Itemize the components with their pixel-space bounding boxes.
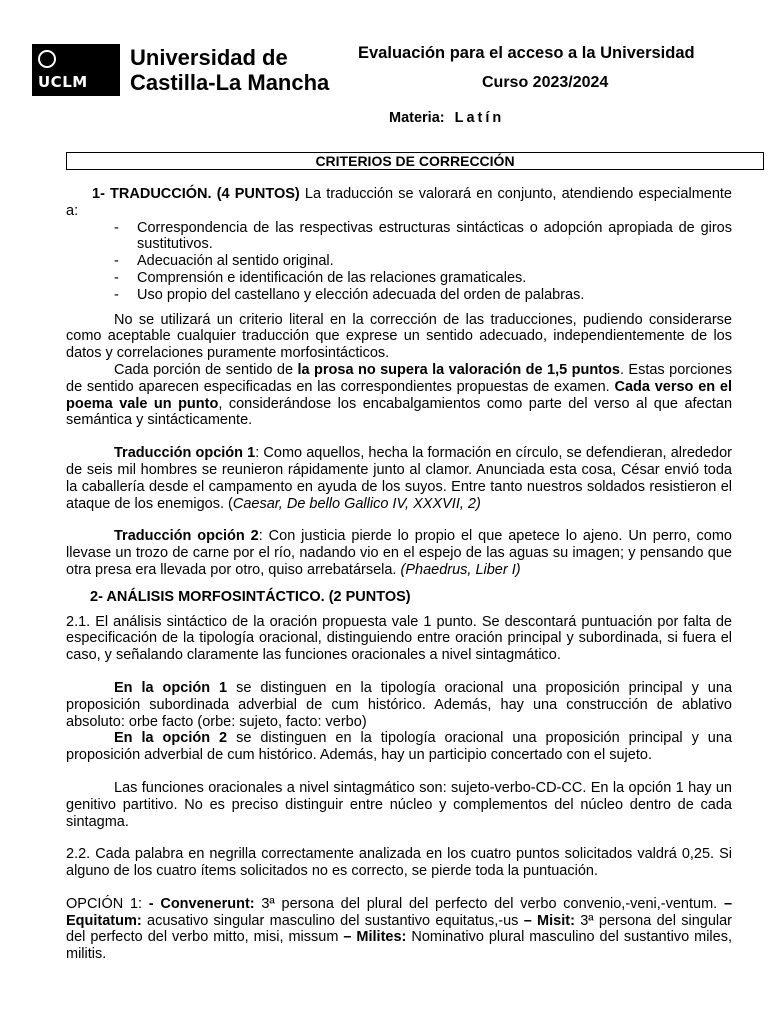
university-line-1: Universidad de [130, 45, 288, 70]
section1-heading: 1- TRADUCCIÓN. (4 PUNTOS) [92, 186, 300, 202]
logo-text: UCLM [38, 73, 88, 91]
university-line-2: Castilla-La Mancha [130, 70, 330, 95]
university-name [130, 45, 329, 95]
list-item: - Uso propio del castellano y elección adecuada del orden de palabras. [114, 287, 732, 304]
exam-title: Evaluación para el acceso a la Universidad [358, 44, 695, 62]
paragraph-2-1: 2.1. El análisis sintáctico de la oración propuesta vale 1 punto. Se descontará puntuación por falta de especificación de la tipología oracional, distinguiendo entre oración principal y subordinada, si fuera el caso, y señalando claramente las funciones oracionales a nivel sintagmático. [66, 613, 732, 664]
paragraph-scoring: Cada porción de sentido de la prosa no supera la valoración de 1,5 puntos. Estas porciones de sentido aparecen especificadas en las correspondientes propuestas de examen. Cada verso en el poema vale un punto, considerándose los encabalgamientos como parte del verso al que afectan semántica y sintácticamente. [66, 361, 733, 429]
translation-option-1: Traducción opción 1: Como aquellos, hecha la formación en círculo, se defendieran, alrededor de seis mil hombres se reunieron rápidamente junto al clamor. Anunciada esta cosa, César envió toda la caballería desde el campamento en ayuda de los suyos. Entre tanto nuestros soldados resistieron el ataque de los enemigos. (Caesar, De bello Gallico IV, XXXVII, 2) [66, 445, 732, 512]
section1-intro: 1- TRADUCCIÓN. (4 PUNTOS) La traducción se valorará en conjunto, atendiendo especialmente a: [66, 186, 732, 219]
list-item: - Correspondencia de las respectivas estructuras sintácticas o adopción apropiada de giros sustitutivos. [114, 220, 732, 254]
subject-value: Latín [454, 110, 505, 126]
criteria-list [66, 220, 732, 304]
section2-heading: 2- ANÁLISIS MORFOSINTÁCTICO. (2 PUNTOS) [90, 588, 411, 605]
paragraph-functions: Las funciones oracionales a nivel sintagmático son: sujeto-verbo-CD-CC. En la opción 1 hay un genitivo partitivo. No es preciso distinguir entre núcleo y complementos del núcleo dentro de cada sintagma. [66, 779, 732, 830]
translation-option-2: Traducción opción 2: Con justicia pierde lo propio el que apetece lo ajeno. Un perro, como llevase un trozo de carne por el río, nadando vio en el espejo de las aguas su imagen; y pensando que otra presa era llevada por otro, quiso arrebatársela. (Phaedrus, Liber I) [66, 528, 732, 578]
subject-label: Materia: [389, 110, 445, 126]
criteria-title: CRITERIOS DE CORRECCIÓN [66, 152, 764, 170]
analysis-option-1: En la opción 1 se distinguen en la tipología oracional una proposición principal y una proposición subordinada adverbial de cum histórico. Además, hay una construcción de ablativo absoluto: orbe facto (orbe: sujeto, facto: verbo) [66, 679, 733, 730]
document-body [66, 186, 732, 963]
paragraph-2-2: 2.2. Cada palabra en negrilla correctamente analizada en los cuatro puntos solicitados valdrá 0,25. Si alguno de los cuatro ítems solicitados no es correcto, se pierde toda la puntuación. [66, 846, 732, 880]
list-item: - Comprensión e identificación de las relaciones gramaticales. [114, 270, 732, 287]
course-year: Curso 2023/2024 [482, 74, 609, 91]
list-item: - Adecuación al sentido original. [114, 253, 732, 270]
option-1-words: OPCIÓN 1: - Convenerunt: 3ª persona del plural del perfecto del verbo convenio,-veni,-ventum. – Equitatum: acusativo singular masculino del sustantivo equitatus,-us – Misit: 3ª persona del singular del perfecto del verbo mitto, misi, missum – Milites: Nominativo plural masculino del sustantivo miles, militis. [66, 895, 733, 963]
uclm-logo [32, 44, 120, 96]
paragraph-literal-criterion: No se utilizará un criterio literal en la corrección de las traducciones, pudiendo considerarse como aceptable cualquier traducción que exprese un sentido adecuado, independientemente de los datos y correlaciones puramente morfosintácticos. [66, 311, 732, 362]
logo-symbol-icon [38, 50, 56, 68]
analysis-option-2: En la opción 2 se distinguen en la tipología oracional una proposición principal y una proposición adverbial de cum histórico. Además, hay un participio concertado con el sujeto. [66, 730, 733, 764]
subject-line [389, 110, 504, 126]
